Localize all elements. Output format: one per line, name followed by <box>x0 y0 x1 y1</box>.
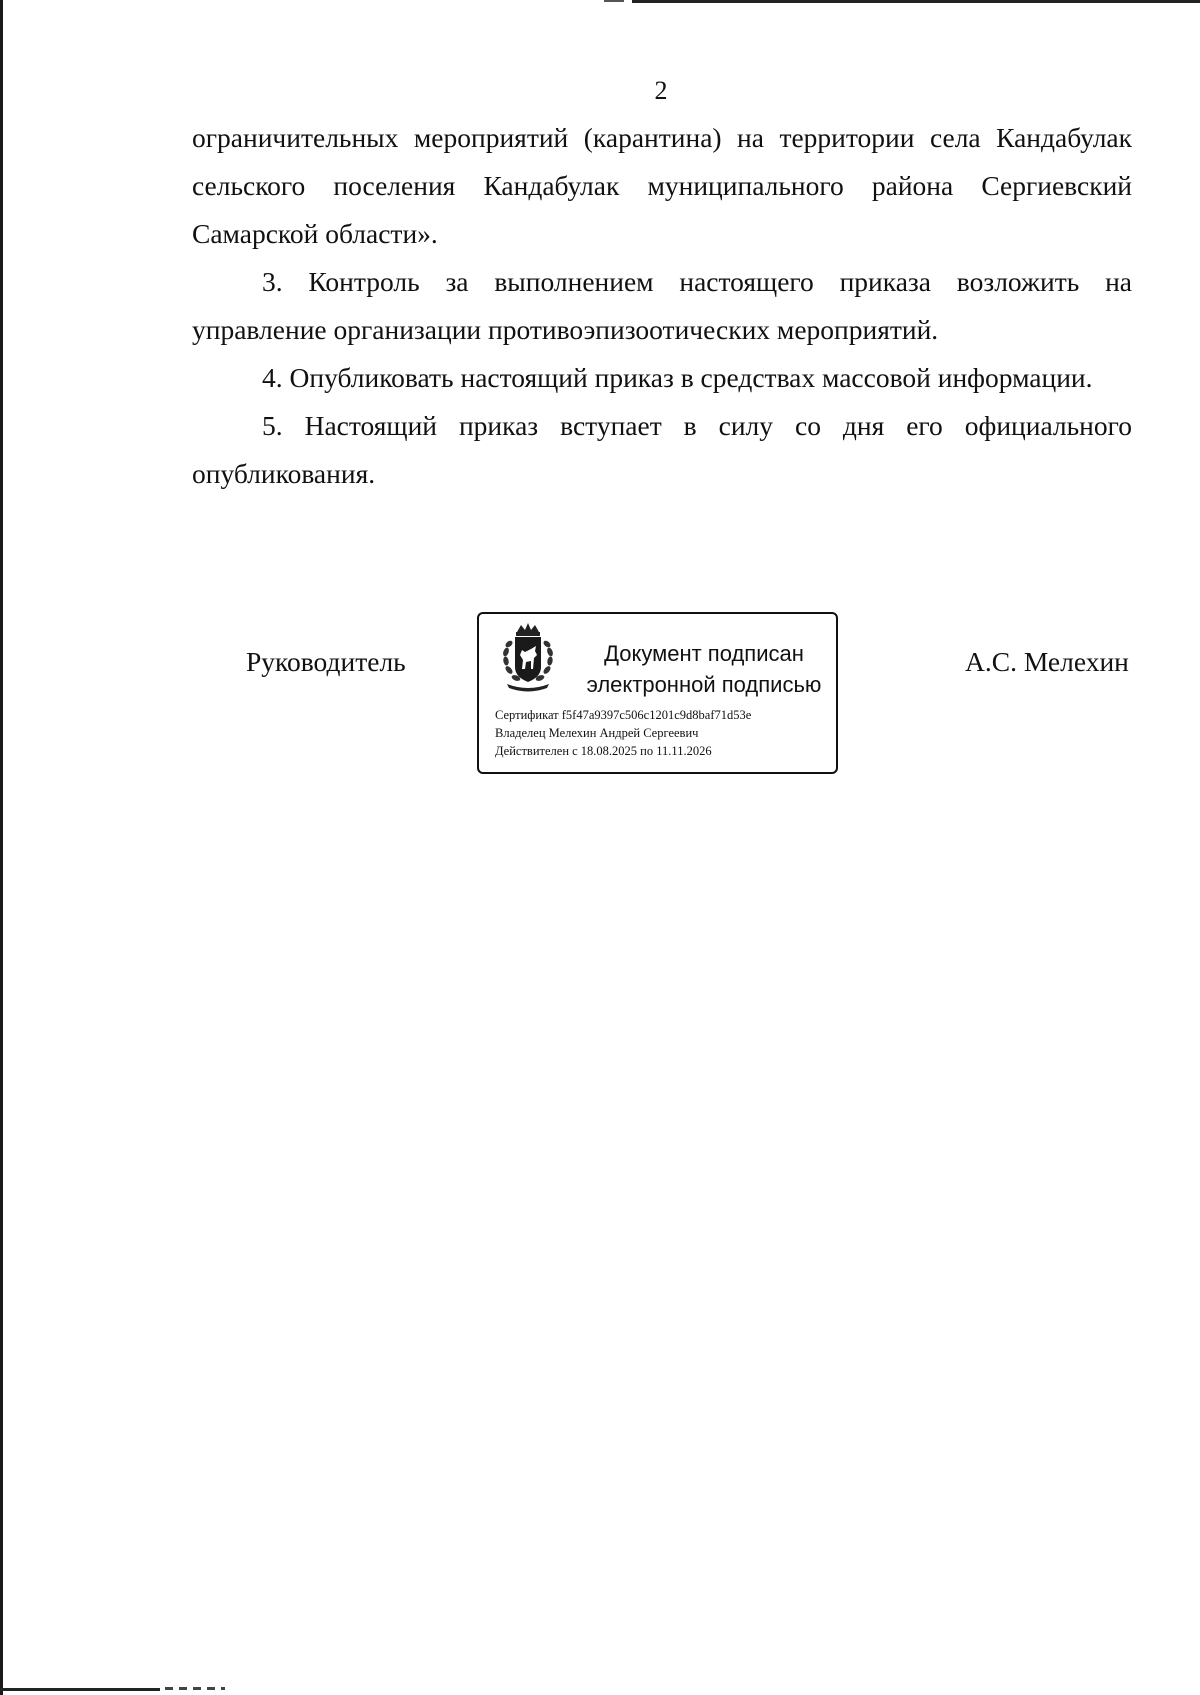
stamp-title-line-2: электронной подписью <box>586 672 822 697</box>
electronic-signature-stamp <box>477 612 838 774</box>
paragraph-continuation: ограничительных мероприятий (карантина) на территории села Кандабулак сельского поселения Кандабулак муниципального района Сергиевский Самарской области». <box>192 122 1132 249</box>
paragraph-item-3: 3. Контроль за выполнением настоящего приказа возложить на управление организации противоэпизоотических мероприятий. <box>192 266 1132 345</box>
scan-edge-left <box>0 0 3 1695</box>
stamp-owner: Владелец Мелехин Андрей Сергеевич <box>495 726 699 740</box>
paragraph-item-4: 4. Опубликовать настоящий приказ в средствах массовой информации. <box>262 362 1093 393</box>
stamp-title <box>579 638 829 700</box>
stamp-validity: Действителен с 18.08.2025 по 11.11.2026 <box>495 744 712 758</box>
signature-block <box>0 612 1200 792</box>
scan-mark-bottom <box>165 1687 225 1690</box>
scan-mark-top <box>604 0 624 2</box>
signer-name: А.С. Мелехин <box>965 646 1129 677</box>
scan-edge-bottom <box>0 1688 160 1691</box>
paragraph-item-5: 5. Настоящий приказ вступает в силу со дня его официального опубликования. <box>192 410 1132 489</box>
signer-role: Руководитель <box>246 646 406 677</box>
document-body <box>192 114 1132 498</box>
scan-edge-top <box>632 0 1200 3</box>
stamp-title-line-1: Документ подписан <box>604 641 804 666</box>
stamp-details <box>495 706 830 760</box>
stamp-certificate: Сертификат f5f47a9397c506c1201c9d8baf71d53e <box>495 708 752 722</box>
page-number: 2 <box>654 76 668 105</box>
samara-oblast-coat-of-arms-icon <box>495 622 561 694</box>
